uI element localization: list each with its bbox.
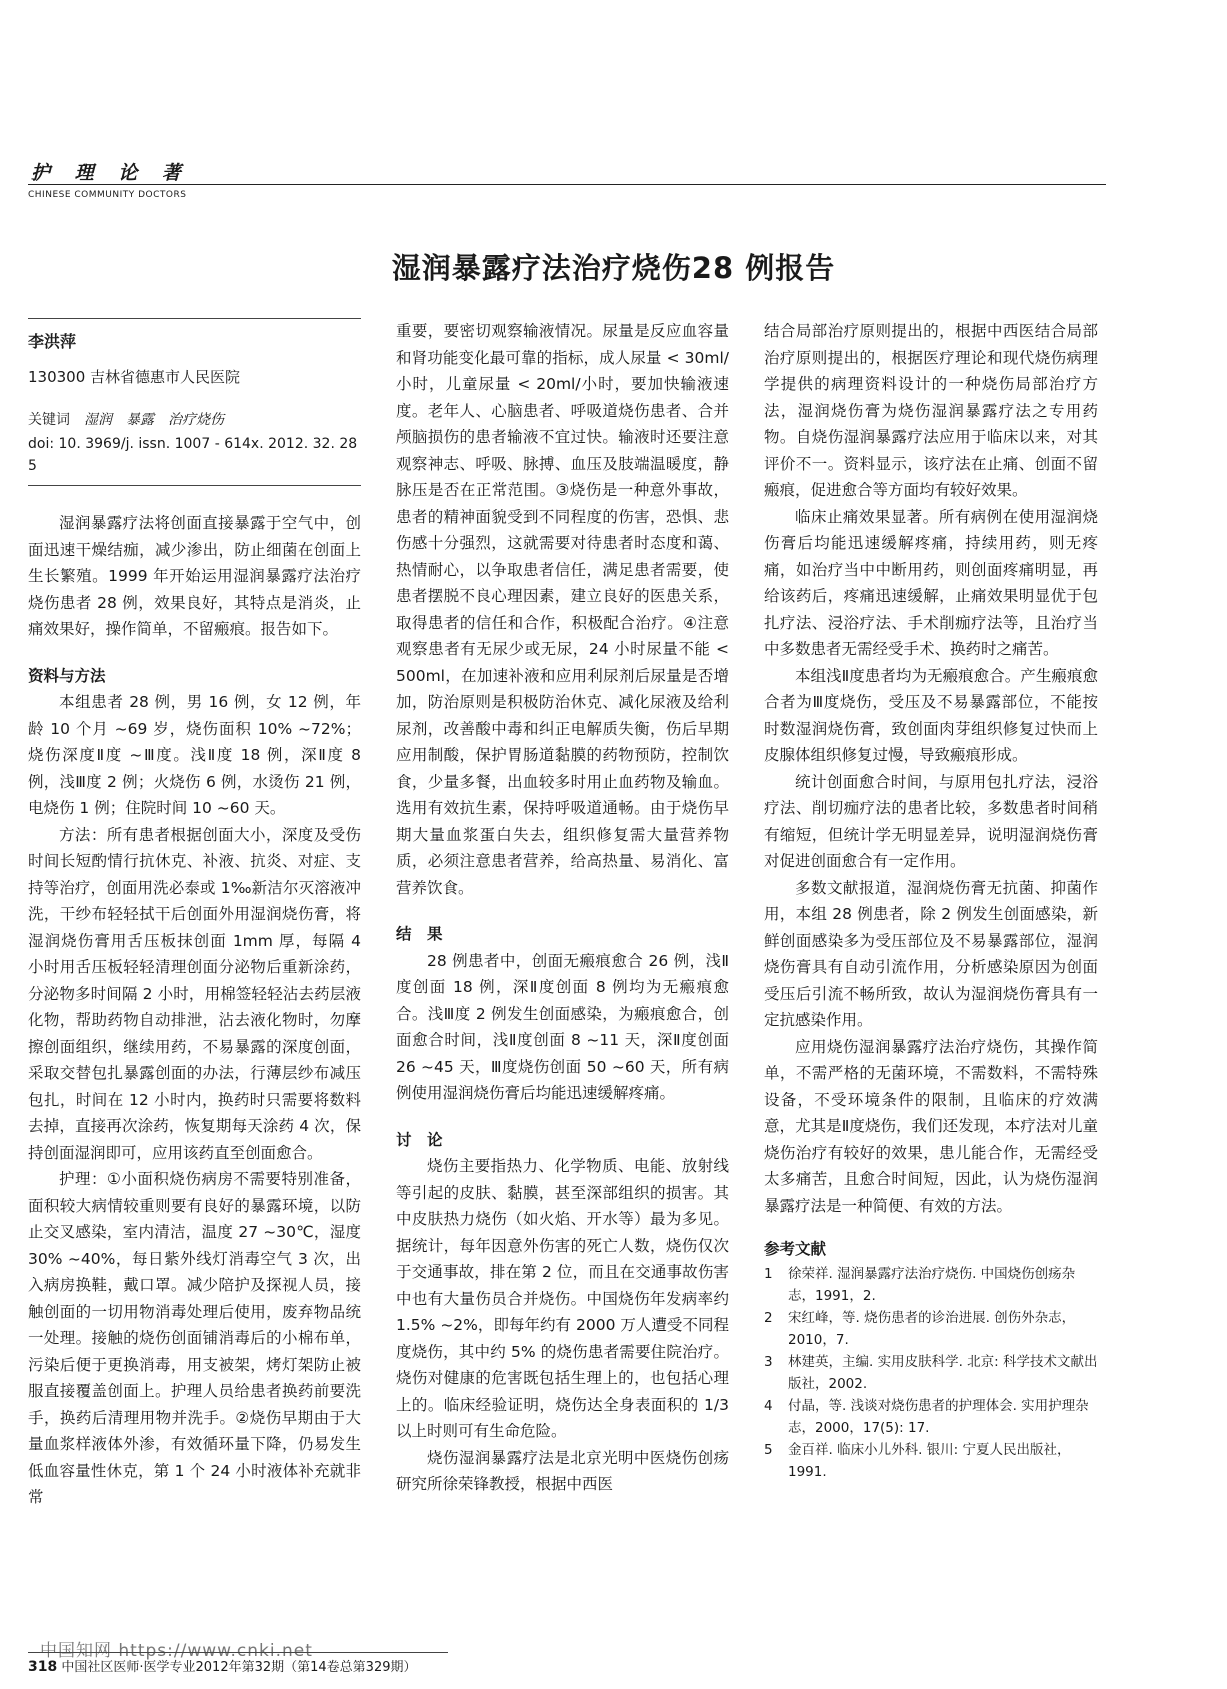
- paragraph-continued: 重要，要密切观察输液情况。尿量是反应血容量和肾功能变化最可靠的指标，成人尿量 < 30ml/小时，儿童尿量 < 20ml/小时，要加快输液速度。老年人、心脑患者、呼吸道烧伤患者、合并颅脑损伤的患者输液不宜过快。输液时还要注意观察神志、呼吸、脉搏、血压及肢端温暖度，静脉压是否在正常范围。③烧伤是一种意外事故，患者的精神面貌受到不同程度的伤害，恐惧、悲伤感十分强烈，这就需要对待患者时态度和蔼、热情耐心，以争取患者信任，满足患者需要，使患者摆脱不良心理因素，建立良好的医患关系，取得患者的信任和合作，积极配合治疗。④注意观察患者有无尿少或无尿，24 小时尿量不能 < 500ml，在加速补液和应用利尿剂后尿量是否增加，防治原则是积极防治休克、减化尿液及给利尿剂，改善酸中毒和纠正电解质失衡，伤后早期应用制酸，保护胃肠道黏膜的药物预防，控制饮食，少量多餐，出血较多时用止血药物及输血。选用有效抗生素，保持呼吸道通畅。由于烧伤早期大量血浆蛋白失去，组织修复需大量营养物质，必须注意患者营养，给高热量、易消化、富营养饮食。: [396, 322, 729, 897]
- page-footer: [28, 1656, 417, 1675]
- page-number: 318: [28, 1659, 58, 1675]
- author: 李洪萍: [28, 332, 77, 351]
- doi: doi: 10. 3969/j. issn. 1007 - 614x. 2012. 32. 285: [28, 436, 358, 474]
- paragraph-infection: 多数文献报道，湿润烧伤膏无抗菌、抑菌作用，本组 28 例患者，除 2 例发生创面感染，新鲜创面感染多为受压部位及不易暴露部位，湿润烧伤膏具有自动引流作用，分析感染原因为创面受压后引流不畅所致，故认为湿润烧伤膏具有一定抗感染作用。: [764, 878, 1098, 1029]
- reference-text: 付晶，等. 浅谈对烧伤患者的护理体会. 实用护理杂志，2000，17(5): 17.: [788, 1398, 1089, 1436]
- paragraph-conclusion: 应用烧伤湿润暴露疗法治疗烧伤，其操作简单，不需严格的无菌环境，不需数料，不需特殊设备，不受环境条件的限制，且临床的疗效满意，尤其是Ⅱ度烧伤，我们还发现，本疗法对儿童烧伤治疗有较好的效果，患儿能合作，无需经受太多痛苦，且愈合时间短，因此，认为烧伤湿润暴露疗法是一种简便、有效的方法。: [764, 1037, 1098, 1215]
- section-subtitle: CHINESE COMMUNITY DOCTORS: [28, 190, 187, 200]
- paragraph-discussion-1: 烧伤主要指热力、化学物质、电能、放射线等引起的皮肤、黏膜，甚至深部组织的损害。其中皮肤热力烧伤（如火焰、开水等）最为多见。据统计，每年因意外伤害的死亡人数，烧伤仅次于交通事故，排在第 2 位，而且在交通事故伤害中也有大量伤员合并烧伤。中国烧伤年发病率约 1.5% ~2%，即每年约有 2000 万人遭受不同程度烧伤，其中约 5% 的烧伤患者需要住院治疗。烧伤对健康的危害既包括生理上的，也包括心理上的。临床经验证明，烧伤达全身表面积的 1/3 以上时则可有生命危险。: [396, 1157, 729, 1440]
- paragraph-nursing: 护理：①小面积烧伤病房不需要特别准备，面积较大病情较重则要有良好的暴露环境，以防止交叉感染，室内清洁，温度 27 ~30℃，湿度 30% ~40%，每日紫外线灯消毒空气 3 次，出入病房换鞋，戴口罩。减少陪护及探视人员，接触创面的一切用物消毒处理后使用，废弃物品统一处理。接触的烧伤创面铺消毒后的小棉布单，污染后便于更换消毒，用支被架，烤灯架防止被服直接覆盖创面上。护理人员给患者换药前要洗手，换药后清理用物并洗手。②烧伤早期由于大量血浆样液体外渗，有效循环量下降，仍易发生低血容量性休克，第 1 个 24 小时液体补充就非常: [28, 1170, 361, 1506]
- reference-item: [764, 1351, 1098, 1395]
- reference-item: [764, 1395, 1098, 1439]
- keywords: [28, 409, 361, 429]
- section-heading-methods: 资料与方法: [28, 666, 106, 685]
- column-rule: [28, 318, 361, 319]
- paragraph-patients: 本组患者 28 例，男 16 例，女 12 例，年龄 10 个月 ~69 岁，烧伤面积 10% ~72%；烧伤深度Ⅱ度 ~Ⅲ度。浅Ⅱ度 18 例，深Ⅱ度 8 例，浅Ⅲ度 2 例；火烧伤 6 例，水烫伤 21 例，电烧伤 1 例；住院时间 10 ~60 天。: [28, 693, 361, 817]
- column-2: [396, 318, 729, 1498]
- watermark: 中国知网 https://www.cnki.net: [40, 1641, 313, 1661]
- paragraph-healing-time: 统计创面愈合时间，与原用包扎疗法，浸浴疗法、削切痂疗法的患者比较，多数患者时间稍有缩短，但统计学无明显差异，说明湿润烧伤膏对促进创面愈合有一定作用。: [764, 772, 1098, 870]
- paragraph-scar: 本组浅Ⅱ度患者均为无瘢痕愈合。产生瘢痕愈合者为Ⅲ度烧伤，受压及不易暴露部位，不能按时数湿润烧伤膏，致创面肉芽组织修复过快而上皮腺体组织修复过慢，导致瘢痕形成。: [764, 666, 1098, 764]
- article-title: 湿润暴露疗法治疗烧伤28 例报告: [391, 251, 836, 285]
- header-rule: [28, 184, 1106, 185]
- reference-number: 4: [764, 1398, 773, 1414]
- keywords-list: 湿润 暴露 治疗烧伤: [84, 412, 224, 428]
- journal-info: 中国社区医师·医学专业2012年第32期（第14卷总第329期）: [61, 1660, 417, 1675]
- affiliation: 130300 吉林省德惠市人民医院: [28, 368, 241, 386]
- reference-item: [764, 1307, 1098, 1351]
- reference-number: 5: [764, 1442, 773, 1458]
- paragraph-discussion-2: 烧伤湿润暴露疗法是北京光明中医烧伤创疡研究所徐荣锋教授，根据中西医: [396, 1448, 729, 1493]
- reference-item: [764, 1439, 1098, 1483]
- paragraph-pain-relief: 临床止痛效果显著。所有病例在使用湿润烧伤膏后均能迅速缓解疼痛，持续用药，则无疼痛，如治疗当中中断用药，则创面疼痛明显，再给该药后，疼痛迅速缓解，止痛效果明显优于包扎疗法、浸浴疗法、手术削痂疗法等，且治疗当中多数患者无需经受手术、换药时之痛苦。: [764, 507, 1098, 658]
- section-heading-results: 结 果: [396, 925, 443, 943]
- section-heading-discussion: 讨 论: [396, 1130, 443, 1149]
- reference-text: 徐荣祥. 湿润暴露疗法治疗烧伤. 中国烧伤创疡杂志，1991，2.: [788, 1266, 1076, 1304]
- section-title: 护 理 论 著: [31, 162, 190, 184]
- keywords-label: 关键词: [28, 412, 70, 428]
- intro-paragraph: 湿润暴露疗法将创面直接暴露于空气中，创面迅速干燥结痂，减少渗出，防止细菌在创面上生长繁殖。1999 年开始运用湿润暴露疗法治疗烧伤患者 28 例，效果良好，其特点是消炎，止痛效果好，操作简单，不留瘢痕。报告如下。: [28, 514, 361, 638]
- reference-text: 金百祥. 临床小儿外科. 银川: 宁夏人民出版社，1991.: [788, 1442, 1071, 1480]
- column-1: [28, 318, 361, 1511]
- reference-number: 3: [764, 1354, 773, 1370]
- reference-number: 2: [764, 1310, 773, 1326]
- reference-number: 1: [764, 1266, 773, 1282]
- reference-text: 宋红峰，等. 烧伤患者的诊治进展. 创伤外杂志，2010，7.: [788, 1310, 1076, 1348]
- paragraph-continued: 结合局部治疗原则提出的，根据中西医结合局部治疗原则提出的，根据医疗理论和现代烧伤病理学提供的病理资料设计的一种烧伤局部治疗方法，湿润烧伤膏为烧伤湿润暴露疗法之专用药物。自烧伤湿润暴露疗法应用于临床以来，对其评价不一。资料显示，该疗法在止痛、创面不留瘢痕，促进愈合等方面均有较好效果。: [764, 322, 1098, 499]
- reference-item: [764, 1263, 1098, 1307]
- reference-text: 林建英，主编. 实用皮肤科学. 北京: 科学技术文献出版社，2002.: [788, 1354, 1098, 1392]
- paragraph-results: 28 例患者中，创面无瘢痕愈合 26 例，浅Ⅱ度创面 18 例，深Ⅱ度创面 8 例均为无瘢痕愈合。浅Ⅲ度 2 例发生创面感染，为瘢痕愈合，创面愈合时间，浅Ⅱ度创面 8 ~11 天，深Ⅱ度创面 26 ~45 天，Ⅲ度烧伤创面 50 ~60 天，所有病例使用湿润烧伤膏后均能迅速缓解疼痛。: [396, 951, 729, 1102]
- footer-rule: [28, 1652, 448, 1653]
- column-3: [764, 318, 1098, 1483]
- paragraph-method: 方法：所有患者根据创面大小，深度及受伤时间长短酌情行抗休克、补液、抗炎、对症、支持等治疗，创面用洗必泰或 1‰新洁尔灭溶液冲洗，干纱布轻轻拭干后创面外用湿润烧伤膏，将湿润烧伤膏用舌压板抹创面 1mm 厚，每隔 4 小时用舌压板轻轻清理创面分泌物后重新涂药，分泌物多时间隔 2 小时，用棉签轻轻沾去药层液化物，帮助药物自动排泄，沾去液化物时，勿摩擦创面组织，继续用药，不易暴露的深度创面，采取交替包扎暴露创面的办法，行薄层纱布减压包扎，时间在 12 小时内，换药时只需要将数料去掉，直接再次涂药，恢复期每天涂药 4 次，保持创面湿润即可，应用该药直至创面愈合。: [28, 825, 361, 1162]
- references-heading: 参考文献: [764, 1240, 827, 1258]
